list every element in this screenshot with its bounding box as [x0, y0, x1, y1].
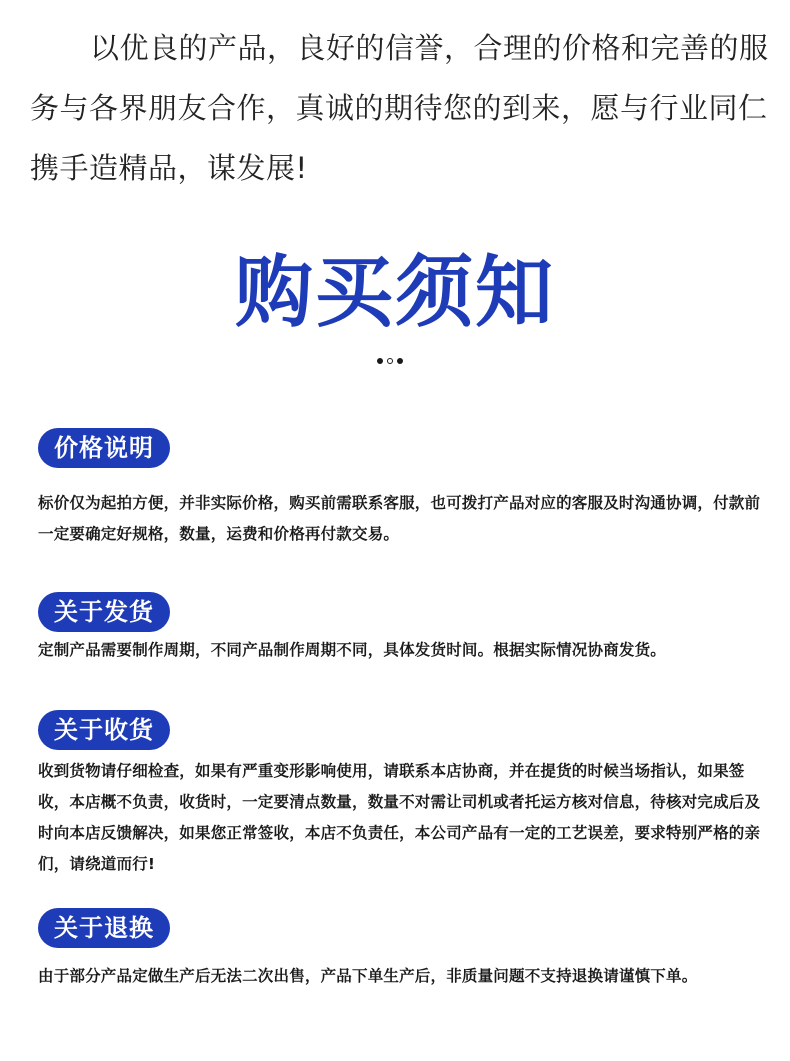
- section-heading-receiving: 关于收货: [38, 710, 170, 750]
- section-body-shipping: 定制产品需要制作周期，不同产品制作周期不同，具体发货时间。根据实际情况协商发货。: [38, 641, 667, 659]
- intro-paragraph: [30, 18, 770, 198]
- section-body-price: 标价仅为起拍方便，并非实际价格，购买前需联系客服，也可拨打产品对应的客服及时沟通协调，付款前一定要确定好规格，数量，运费和价格再付款交易。: [38, 494, 761, 543]
- section-returns: [38, 908, 768, 992]
- section-shipping: [38, 592, 768, 666]
- page-title: 购买须知: [234, 248, 555, 338]
- section-heading-price: 价格说明: [38, 428, 170, 468]
- dot-icon: [397, 358, 403, 364]
- section-receiving: [38, 710, 768, 880]
- dot-icon: [377, 358, 383, 364]
- title-dots-divider: [377, 358, 403, 364]
- intro-text: 以优良的产品，良好的信誉，合理的价格和完善的服务与各界朋友合作，真诚的期待您的到来，愿与行业同仁携手造精品，谋发展!: [30, 31, 769, 185]
- section-body-returns: 由于部分产品定做生产后无法二次出售，产品下单生产后，非质量问题不支持退换请谨慎下单。: [38, 967, 698, 985]
- section-price: [38, 428, 768, 550]
- section-body-receiving: 收到货物请仔细检查，如果有严重变形影响使用，请联系本店协商，并在提货的时候当场指认，如果签收，本店概不负责，收货时，一定要清点数量，数量不对需让司机或者托运方核对信息，待核对完成后及时向本店反馈解决，如果您正常签收，本店不负责任，本公司产品有一定的工艺误差，要求特别严格的亲们，请绕道而行!: [38, 762, 761, 873]
- section-heading-shipping: 关于发货: [38, 592, 170, 632]
- hollow-dot-icon: [387, 358, 393, 364]
- section-heading-returns: 关于退换: [38, 908, 170, 948]
